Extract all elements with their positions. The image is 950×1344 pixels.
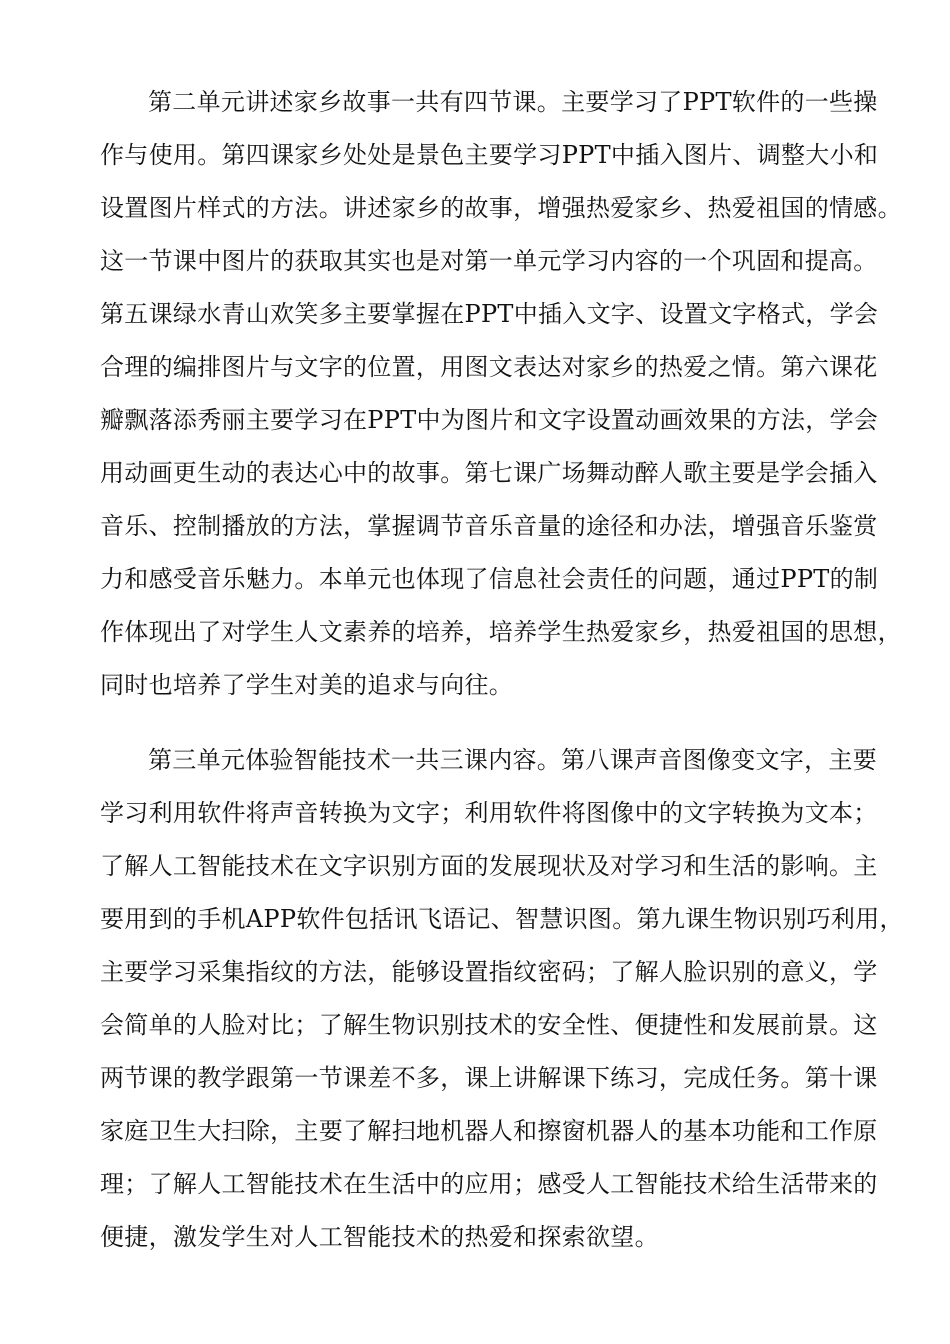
paragraph-line: 合理的编排图片与文字的位置，用图文表达对家乡的热爱之情。第六课花 [100, 353, 878, 381]
paragraph-line: 力和感受音乐魅力。本单元也体现了信息社会责任的问题，通过PPT的制 [100, 565, 879, 593]
paragraph-line: 用动画更生动的表达心中的故事。第七课广场舞动醉人歌主要是学会插入 [100, 459, 878, 487]
paragraph-line: 两节课的教学跟第一节课差不多，课上讲解课下练习，完成任务。第十课 [100, 1064, 878, 1092]
paragraph-line: 便捷，激发学生对人工智能技术的热爱和探索欲望。 [100, 1223, 659, 1251]
paragraph-line: 第二单元讲述家乡故事一共有四节课。主要学习了PPT软件的一些操 [148, 88, 878, 116]
paragraph-line: 学习利用软件将声音转换为文字；利用软件将图像中的文字转换为文本； [100, 799, 878, 827]
paragraph-line: 要用到的手机APP软件包括讯飞语记、智慧识图。第九课生物识别巧利用， [100, 905, 904, 933]
paragraph-unit-three [100, 734, 904, 1264]
paragraph-line: 作体现出了对学生人文素养的培养，培养学生热爱家乡，热爱祖国的思想， [100, 618, 902, 646]
paragraph-line: 作与使用。第四课家乡处处是景色主要学习PPT中插入图片、调整大小和 [100, 141, 879, 169]
paragraph-line: 了解人工智能技术在文字识别方面的发展现状及对学习和生活的影响。主 [100, 852, 878, 880]
paragraph-line: 第五课绿水青山欢笑多主要掌握在PPT中插入文字、设置文字格式，学会 [100, 300, 879, 328]
paragraph-unit-two [100, 76, 902, 712]
paragraph-line: 设置图片样式的方法。讲述家乡的故事，增强热爱家乡、热爱祖国的情感。 [100, 194, 902, 222]
paragraph-line: 会简单的人脸对比；了解生物识别技术的安全性、便捷性和发展前景。这 [100, 1011, 878, 1039]
paragraph-line: 理；了解人工智能技术在生活中的应用；感受人工智能技术给生活带来的 [100, 1170, 878, 1198]
paragraph-line: 瓣飘落添秀丽主要学习在PPT中为图片和文字设置动画效果的方法，学会 [100, 406, 879, 434]
paragraph-line: 家庭卫生大扫除，主要了解扫地机器人和擦窗机器人的基本功能和工作原 [100, 1117, 878, 1145]
paragraph-line: 主要学习采集指纹的方法，能够设置指纹密码；了解人脸识别的意义，学 [100, 958, 878, 986]
paragraph-line: 第三单元体验智能技术一共三课内容。第八课声音图像变文字，主要 [148, 746, 877, 774]
paragraph-line: 同时也培养了学生对美的追求与向往。 [100, 671, 514, 699]
paragraph-line: 音乐、控制播放的方法，掌握调节音乐音量的途径和办法，增强音乐鉴赏 [100, 512, 878, 540]
paragraph-line: 这一节课中图片的获取其实也是对第一单元学习内容的一个巩固和提高。 [100, 247, 878, 275]
